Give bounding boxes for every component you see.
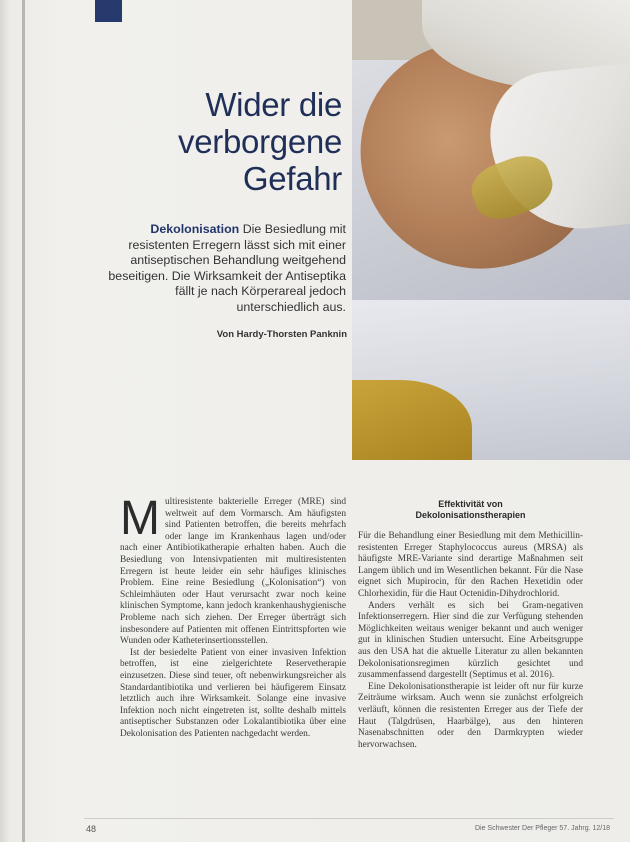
lead-text: Die Besiedlung mit resistenten Erregern lässt sich mit einer antiseptischen Behandlung weitgehend beseitigen. Die Wirksamkeit der Antiseptika fällt je nach Körperareal jedoch unterschiedlich aus. [108, 222, 346, 314]
body-paragraph: Ist der besiedelte Patient von einer invasiven Infektion betroffen, ist eine zielgerichtete Reservetherapie einzusetzen. Diese sind teuer, oft nebenwirkungsreicher als Standardantibiotika und verlieren bei häufigerem Einsatz letztlich auch ihre Wirksamkeit. Solange eine invasive Infektion noch nicht eingetreten ist, sollte deshalb mittels antiseptischer Substanzen oder Lokalantibiotika über eine Dekolonisation des Patienten nachgedacht werden. [120, 647, 346, 739]
drop-cap: M [120, 492, 160, 545]
headline-line-1: Wider die [205, 86, 342, 123]
footer-rule [84, 818, 614, 819]
body-paragraph: Eine Dekolonisationstherapie ist leider oft nur für kurze Zeiträume wirksam. Auch wenn sie zunächst erfolgreich verläuft, können die resistenten Erreger aus der Tiefe der Haut (Talgdrüsen, Haarbälge), aus den hinteren Nasenabschnitten oder den Darmkrypten wieder hervorwachsen. [358, 681, 583, 750]
page-gutter [22, 0, 25, 842]
section-tab-marker [95, 0, 122, 22]
article-byline: Von Hardy-Thorsten Panknin [216, 329, 347, 340]
section-heading: Effektivität von Dekolonisationstherapien [415, 499, 526, 520]
page-number: 48 [86, 824, 97, 834]
headline-line-3: Gefahr [242, 160, 342, 197]
article-body-right-column [358, 531, 583, 751]
body-paragraph: Anders verhält es sich bei Gram-negativen Infektionserregern. Hier sind die zur Verfügung stehenden Möglichkeiten weitaus weniger bekannt und auch weniger gut in klinischen Studien untersucht. Eine Arbeitsgruppe aus den USA hat die aktuelle Literatur zu allen bekannten Dekolonisationsregimen kürzlich gesichtet und zusammenfassend dargestellt (Septimus et al. 2016). [358, 600, 583, 681]
body-paragraph: Multiresistente bakterielle Erreger (MRE) sind weltweit auf dem Vormarsch. Am häufigsten sind Patienten betroffen, die bereits mehrfach oder lange im Krankenhaus lagen und/oder nach einer Antibiotikatherapie erhalten haben. Auch die Besiedlung von Intensivpatienten mit multiresistenten Erregern ist heute leider ein sehr häufiges klinisches Problem. Eine reine Besiedlung („Kolonisation“) von Schleimhäuten oder Haut verursacht zwar noch keine klinischen Symptome, kann jedoch krankenhaushygienische Probleme nach sich ziehen. Der Erreger überträgt sich insbesondere auf Patienten mit offenen Eintrittspforten wie Wunden oder Katheterinsertionsstellen. [120, 492, 346, 647]
magazine-footer: Die Schwester Der Pfleger 57. Jahrg. 12/18 [474, 825, 610, 832]
article-body-left-column [120, 492, 346, 740]
lead-keyword: Dekolonisation [150, 222, 240, 236]
body-paragraph: Für die Behandlung einer Besiedlung mit dem Methicillin-resistenten Erreger Staphylococcus aureus (MRSA) als häufigste MRE-Variante sind derartige Maßnahmen seit Langem üblich und im Wesentlichen bekannt. Für die Nase eignet sich Mupirocin, für den Rachen Hexetidin oder Chlorhexidin, für die Haut Octenidin-Dihydrochlorid. [358, 531, 583, 599]
headline-line-2: verborgene [178, 123, 342, 160]
article-headline [102, 86, 342, 197]
article-photo [352, 0, 630, 460]
article-lead [108, 222, 346, 316]
